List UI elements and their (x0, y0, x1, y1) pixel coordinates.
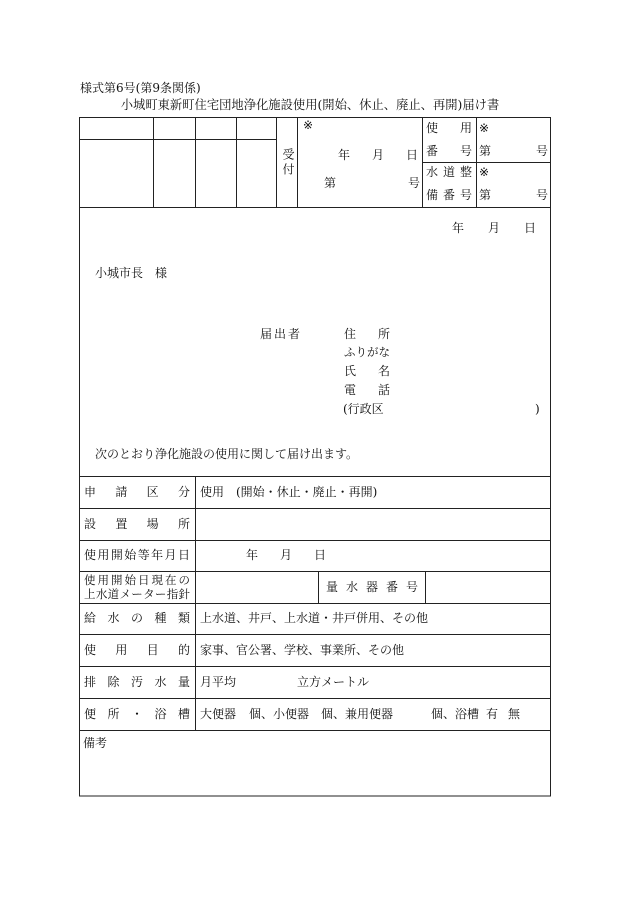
purpose-label (84, 643, 190, 657)
distributed-char: 設 (84, 517, 97, 531)
distributed-char: 者 (287, 327, 300, 341)
distributed-char: の (178, 573, 190, 587)
distributed-char: 名 (377, 364, 390, 378)
distributed-char: 針 (178, 587, 190, 601)
distributed-char: 番 (426, 144, 439, 158)
fixtures-option-no: 無 (508, 707, 521, 721)
distributed-char: 月 (164, 548, 177, 562)
distributed-char: 開 (111, 573, 123, 587)
fixtures-part: 個、小便器 (249, 707, 310, 721)
distributed-char: 年 (452, 221, 465, 235)
distributed-char: 住 (344, 327, 357, 341)
distributed-char: 届 (260, 327, 273, 341)
distributed-char: 量 (177, 675, 190, 689)
notifier-label (260, 327, 300, 341)
distributed-char: 水 (107, 611, 120, 625)
distributed-char: 等 (137, 548, 150, 562)
distributed-char: 始 (124, 573, 136, 587)
water-number-value (479, 188, 548, 202)
application-type-label (84, 485, 190, 499)
distributed-char: 号 (459, 188, 472, 202)
application-type-value: 使用 (開始・休止・廃止・再開) (200, 485, 378, 499)
distributed-char: 日 (177, 548, 190, 562)
distributed-char: 年 (338, 148, 351, 162)
start-date-value (246, 548, 326, 562)
distributed-char: 種 (154, 611, 167, 625)
water-supply-label (84, 611, 190, 625)
meter-number-label (326, 580, 418, 594)
distributed-char: 第 (479, 188, 492, 202)
distributed-char: 類 (177, 611, 190, 625)
distributed-char: 出 (273, 327, 286, 341)
address-label (344, 327, 390, 341)
page-title: 小城町東新町住宅団地浄化施設使用(開始、休止、廃止、再開)届け書 (120, 98, 500, 112)
remarks-label: 備考 (83, 736, 108, 750)
distributed-char: 第 (479, 144, 492, 158)
distributed-char: 請 (115, 485, 128, 499)
distributed-char: 所 (107, 707, 120, 721)
distributed-char: 使 (426, 121, 439, 135)
distributed-char: 上 (84, 587, 96, 601)
start-date-label (84, 548, 190, 562)
distributed-char: 道 (442, 165, 455, 179)
water-number-mark: ※ (479, 165, 490, 179)
reception-mark: ※ (303, 118, 314, 132)
distributed-char: 区 (146, 485, 159, 499)
distributed-char: 月 (487, 221, 500, 235)
distributed-char: 日 (405, 148, 418, 162)
distributed-char: 道 (107, 587, 120, 601)
distributed-char: 号 (459, 144, 472, 158)
wastewater-prefix: 月平均 (200, 675, 237, 689)
distributed-char: 置 (115, 517, 128, 531)
distributed-char: 器 (365, 580, 378, 594)
distributed-char: 的 (177, 643, 190, 657)
distributed-char: 用 (97, 573, 109, 587)
distributed-char: 番 (442, 188, 455, 202)
distributed-char: ー (131, 587, 143, 601)
distributed-char: 分 (177, 485, 190, 499)
form-number: 様式第6号(第9条関係) (80, 81, 201, 95)
distributed-char: 月 (279, 548, 292, 562)
distributed-char: 号 (535, 144, 548, 158)
distributed-char: 汚 (130, 675, 143, 689)
water-number-label-line1 (426, 165, 472, 179)
distributed-char: 整 (459, 165, 472, 179)
use-number-value (479, 144, 548, 158)
distributed-char: 日 (523, 221, 536, 235)
distributed-char: 槽 (177, 707, 190, 721)
distributed-char: 番 (385, 580, 398, 594)
notice-statement: 次のとおり浄化施設の使用に関して届け出ます。 (95, 447, 359, 461)
wastewater-label (84, 675, 190, 689)
distributed-char: 開 (110, 548, 123, 562)
distributed-char: 用 (459, 121, 472, 135)
distributed-char: 用 (115, 643, 128, 657)
water-number-label-line2 (426, 188, 472, 202)
distributed-char: 便 (84, 707, 97, 721)
distributed-char: 使 (84, 573, 96, 587)
use-number-label-line2 (426, 144, 472, 158)
distributed-char: 場 (146, 517, 159, 531)
distributed-char: 号 (405, 580, 418, 594)
distributed-char: 第 (324, 176, 337, 190)
distributed-char: 目 (146, 643, 159, 657)
fixtures-part: 大便器 (200, 707, 237, 721)
distributed-char: 用 (97, 548, 110, 562)
distributed-char: 始 (124, 548, 137, 562)
location-label (84, 517, 190, 531)
use-number-label-line1 (426, 121, 472, 135)
notice-date (452, 221, 536, 235)
distributed-char: 号 (407, 176, 420, 190)
wastewater-unit: 立方メートル (297, 675, 370, 689)
distributed-char: 日 (313, 548, 326, 562)
ward-close-paren: ) (535, 402, 540, 416)
distributed-char: 水 (426, 165, 439, 179)
distributed-char: 浴 (154, 707, 167, 721)
distributed-char: 水 (154, 675, 167, 689)
distributed-char: 年 (151, 548, 164, 562)
fixtures-label (84, 707, 190, 721)
distributed-char: タ (143, 587, 155, 601)
distributed-char: ・ (130, 707, 143, 721)
distributed-char: 所 (377, 327, 390, 341)
distributed-char: 月 (371, 148, 384, 162)
distributed-char: 氏 (344, 364, 357, 378)
fixtures-part: 個、浴槽 (431, 707, 480, 721)
distributed-char: 給 (84, 611, 97, 625)
meter-reading-label-line1 (84, 573, 190, 587)
name-label (344, 364, 390, 378)
distributed-char: 備 (426, 188, 439, 202)
distributed-char: 使 (84, 643, 97, 657)
distributed-char: メ (119, 587, 131, 601)
reception-label: 受付 (281, 148, 295, 178)
distributed-char: 在 (165, 573, 177, 587)
distributed-char: の (130, 611, 143, 625)
distributed-char: 排 (84, 675, 97, 689)
distributed-char: 号 (535, 188, 548, 202)
use-number-mark: ※ (479, 121, 490, 135)
distributed-char: ー (154, 587, 167, 601)
fixtures-part: 個、兼用便器 (321, 707, 394, 721)
distributed-char: 水 (345, 580, 358, 594)
distributed-char: 日 (138, 573, 150, 587)
distributed-char: 指 (166, 587, 179, 601)
reception-date (338, 148, 418, 162)
reception-number (324, 176, 420, 190)
addressee: 小城市長 様 (95, 266, 168, 280)
phone-label (344, 383, 390, 397)
meter-reading-label-line2 (84, 587, 190, 601)
distributed-char: 水 (95, 587, 108, 601)
purpose-value: 家事、官公署、学校、事業所、その他 (200, 643, 405, 657)
ward-label: (行政区 (343, 402, 384, 416)
distributed-char: 量 (326, 580, 339, 594)
distributed-char: 話 (377, 383, 390, 397)
distributed-char: 申 (84, 485, 97, 499)
distributed-char: 年 (246, 548, 259, 562)
fixtures-option-yes: 有 (486, 707, 499, 721)
furigana-label: ふりがな (344, 345, 390, 359)
distributed-char: 電 (344, 383, 357, 397)
distributed-char: 除 (107, 675, 120, 689)
distributed-char: 現 (151, 573, 163, 587)
distributed-char: 所 (177, 517, 190, 531)
water-supply-value: 上水道、井戸、上水道・井戸併用、その他 (200, 611, 429, 625)
distributed-char: 使 (84, 548, 97, 562)
